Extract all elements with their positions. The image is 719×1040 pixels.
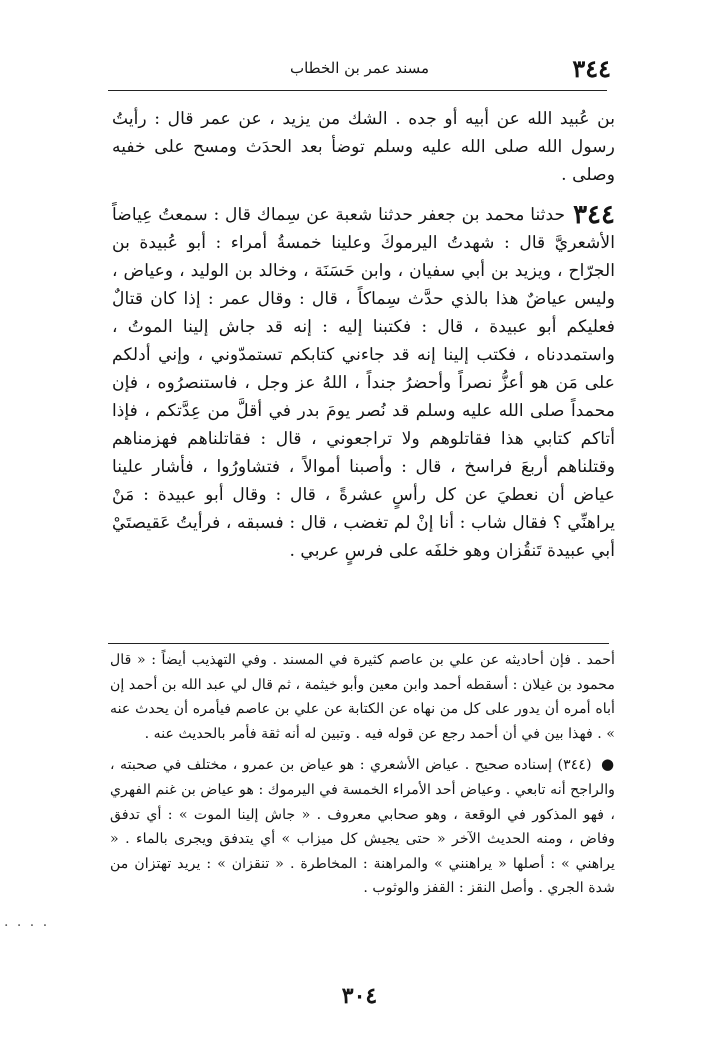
footnotes	[110, 648, 615, 901]
page-number: ٣٠٤	[341, 983, 378, 1009]
footnote-ref: (٣٤٤)	[557, 757, 592, 774]
footnote-344	[110, 752, 615, 901]
footnote-continuation: أحمد . فإن أحاديثه عن علي بن عاصم كثيرة في المسند . وفي التهذيب أيضاً : « قال محمود بن غيلان : أسقطه أحمد وابن معين وأبو خيثمة ، ثم قال لي عبد الله بن أحمد إن أباه أمره أن يدور على كل من نهاه عن الكتابة عن علي بن عاصم فيأمره أن يحدث عنه » . فهذا بين في أن أحمد رجع عن قوله فيه . وتبين له أنه ثقة فأمر بالحديث عنه .	[110, 652, 615, 742]
header-rule	[108, 90, 607, 91]
hadith-number: ٣٤٤	[573, 200, 615, 230]
continuation-paragraph: بن عُبيد الله عن أبيه أو جده . الشك من يزيد ، عن عمر قال : رأيتُ رسول الله صلى الله عليه وسلم توضأ بعد الحدَث ومسح على خفيه وصلى .	[112, 109, 615, 185]
margin-dots: · · · ·	[4, 918, 50, 934]
running-title: مسند عمر بن الخطاب	[289, 59, 430, 77]
hadith-text: حدثنا محمد بن جعفر حدثنا شعبة عن سِماك قال : سمعتُ عِياضاً الأشعريَّ قال : شهدتُ اليرموكَ وعلينا خمسةُ أمراء : أبو عُبيدة بن الجرّاح ، ويزيد بن أبي سفيان ، وابن حَسَنَة ، وخالد بن الوليد ، وعياض ، وليس عياضٌ هذا بالذي حدَّث سِماكاً ، قال : وقال عمر : إذا كان قتالٌ فعليكم أبو عبيدة ، قال : فكتبنا إليه : إنه قد جاش إلينا الموتُ ، واستمددناه ، فكتب إلينا إنه قد جاءني كتابكم تستمدّوني ، وإني أدلكم على مَن هو أعزُّ نصراً وأحضرُ جنداً ، اللهُ عز وجل ، فاستنصرُوه ، فإن محمداً صلى الله عليه وسلم قد نُصر يومَ بدر في أقلَّ من عِدَّتكم ، فإذا أتاكم كتابي هذا فقاتلوهم ولا تراجعوني ، قال : فقاتلناهم فهزمناهم وقتلناهم أربعَ فراسخ ، قال : وأصبنا أموالاً ، فتشاورُوا ، فأشار علينا عياض أن نعطيَ عن كل رأسٍ عشرةً ، قال : وقال أبو عبيدة : مَنْ يراهنِّي ؟ فقال شاب : أنا إنْ لم تغضب ، قال : فسبقه ، فرأيتُ عَقيصتَيْ أبي عبيدة تَنقُزان وهو خلفَه على فرسٍ عربي .	[112, 205, 615, 561]
header-page-label: ٣٤٤	[572, 54, 611, 83]
footnote-rule	[108, 643, 609, 644]
main-text	[112, 105, 615, 565]
hadith-paragraph	[112, 201, 615, 565]
footnote-text: إسناده صحيح . عياض الأشعري : هو عياض بن عمرو ، مختلف في صحبته ، والراجح أنه تابعي . وعياض أحد الأمراء الخمسة في اليرموك : هو عياض بن غنم الفهري ، فهو المذكور في الوقعة ، وهو صحابي معروف . « جاش إلينا الموت » : أي تدفق وفاض ، ومنه الحديث الآخر « حتى يجيش كل ميزاب » أي يتدفق ويجرى بالماء . « يراهني » : أصلها « يراهنني » والمراهنة : المخاطرة . « تنقزان » : يريد تهتزان من شدة الجري . وأصل النقز : القفز والوثوب .	[110, 757, 615, 897]
bullet-icon: ●	[600, 755, 615, 774]
